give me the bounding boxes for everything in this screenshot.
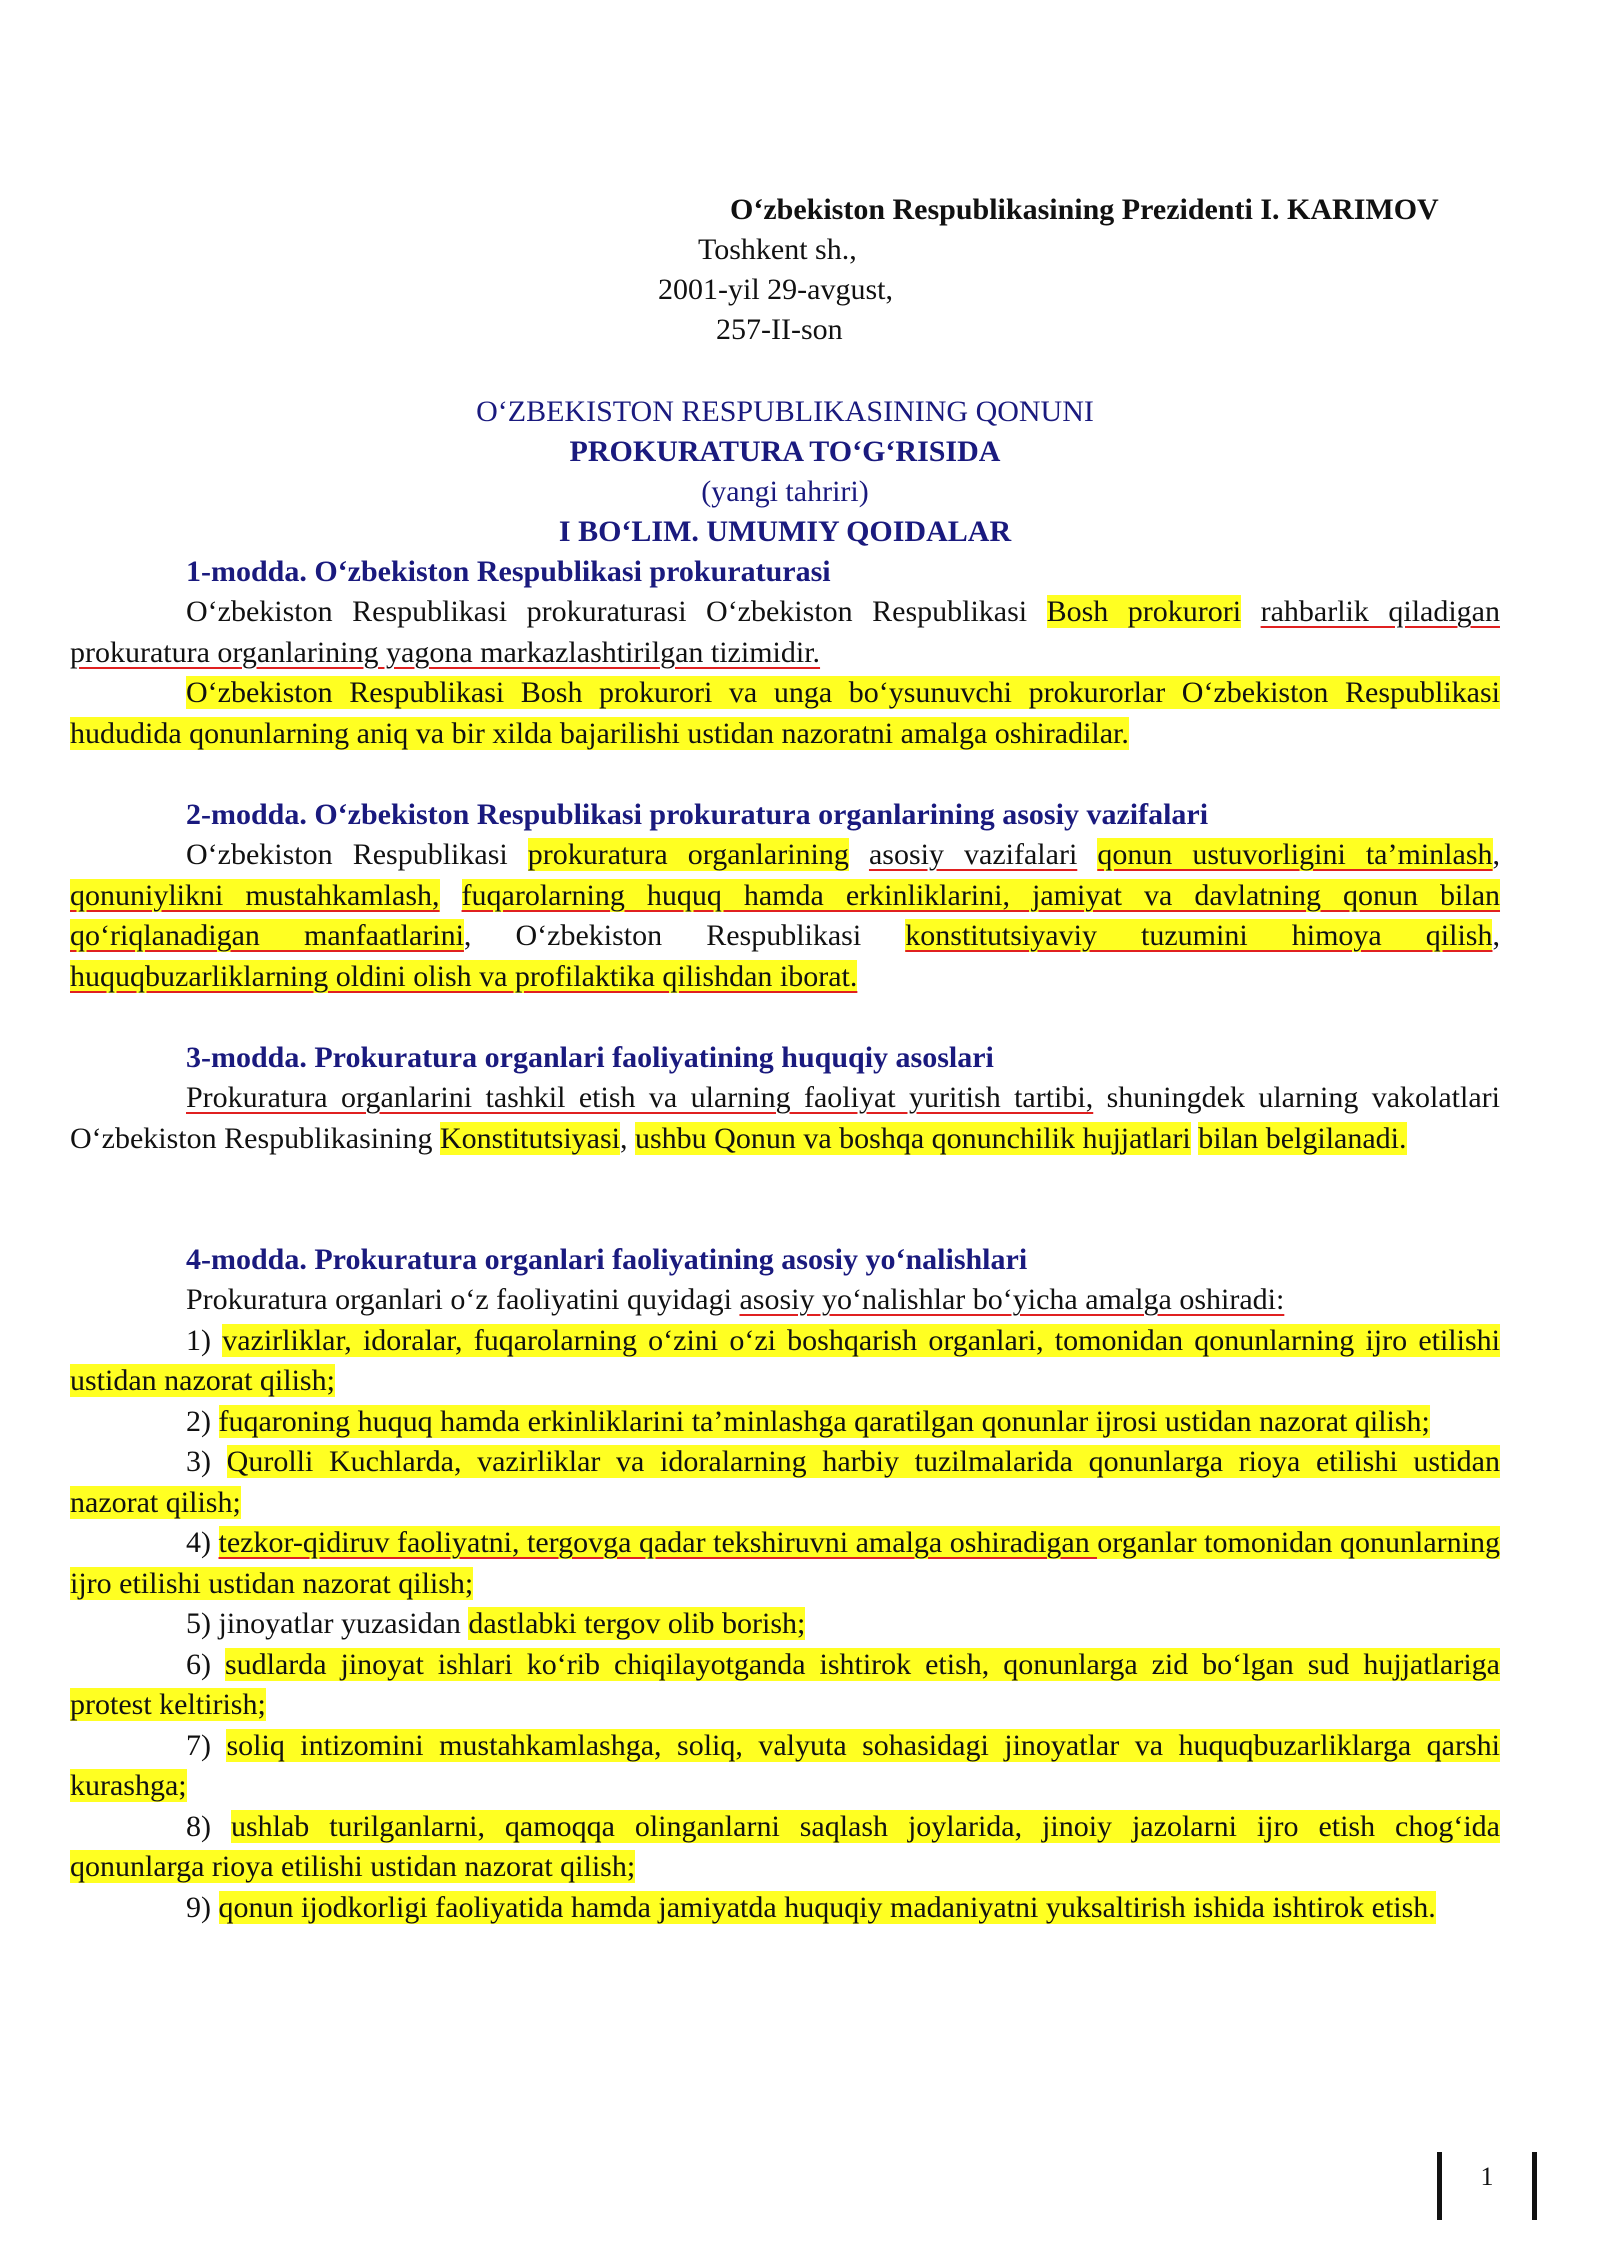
paragraph-text (440, 879, 462, 912)
article-paragraph (70, 1280, 1500, 1321)
issue-date: 2001-yil 29-avgust, (658, 273, 893, 306)
article-paragraph (70, 1402, 1500, 1443)
highlighted-text: qonuniylikni mustahkamlash, (70, 878, 440, 912)
highlighted-text: qonun ijodkorligi faoliyatida hamda jamiyatda huquqiy madaniyatni yuksaltirish ishida ishtirok etish. (218, 1890, 1436, 1924)
article-heading: 1-modda. O‘zbekiston Respublikasi prokuraturasi (186, 555, 831, 588)
highlighted-text: Qurolli Kuchlarda, vazirliklar va idoralarning harbiy tuzilmalarida qonunlarga rioya etilishi ustidan nazorat qilish; (70, 1445, 1500, 1519)
article-paragraph (70, 592, 1500, 673)
underlined-text: Prokuratura organlarini tashkil etish va ularning faoliyat yuritish tartibi, (186, 1081, 1094, 1114)
article-paragraph (70, 1523, 1500, 1604)
article-heading: 4-modda. Prokuratura organlari faoliyatining asosiy yo‘nalishlari (186, 1243, 1028, 1276)
paragraph-text: Prokuratura organlari o‘z faoliyatini quyidagi (186, 1283, 740, 1316)
paragraph-text: O‘zbekiston Respublikasi prokuraturasi O‘zbekiston Respublikasi (186, 595, 1047, 628)
highlighted-text: ushlab turilganlarni, qamoqqa olinganlarni saqlash joylarida, jinoiy jazolarni ijro etish chog‘ida qonunlarga rioya etilishi ustidan nazorat qilish; (70, 1809, 1501, 1883)
highlighted-text: huquqbuzarliklarning oldini olish va profilaktika qilishdan iborat. (70, 959, 858, 993)
paragraph-text: 6) (186, 1647, 225, 1681)
law-title: PROKURATURA TO‘G‘RISIDA (569, 435, 1001, 468)
paragraph-text: 8) (186, 1809, 231, 1843)
article-paragraph (70, 1888, 1500, 1929)
article-4 (70, 1240, 1500, 1928)
article-paragraph (70, 1645, 1500, 1726)
underlined-text: rahbarlik qiladigan prokuratura organlarining yagona markazlashtirilgan tizimidir. (70, 595, 1500, 669)
article-3 (70, 1038, 1500, 1159)
paragraph-text: , (1492, 919, 1500, 952)
highlighted-text: ushbu Qonun va boshqa qonunchilik hujjatlari (634, 1121, 1191, 1155)
edition-note: (yangi tahriri) (701, 475, 869, 508)
paragraph-text: 4) (186, 1526, 219, 1559)
page-number: 1 (1480, 2162, 1494, 2191)
paragraph-text: 7) (186, 1728, 227, 1762)
highlighted-text: konstitutsiyaviy tuzumini himoya qilish (905, 919, 1493, 952)
article-paragraph (70, 1078, 1500, 1159)
paragraph-text (1241, 595, 1260, 628)
underlined-text: asosiy yo‘nalishlar bo‘yicha amalga oshiradi: (739, 1283, 1285, 1316)
article-heading: 2-modda. O‘zbekiston Respublikasi prokuratura organlarining asosiy vazifalari (186, 798, 1209, 831)
article-paragraph (70, 835, 1500, 997)
paragraph-text: , O‘zbekiston Respublikasi (463, 919, 906, 952)
highlighted-text: Konstitutsiyasi (439, 1121, 620, 1155)
paragraph-text: shuningdek ularning vakolatlari O‘zbekiston Respublikasining (70, 1081, 1500, 1155)
underlined-text: asosiy vazifalari (868, 838, 1078, 871)
law-number: 257-II-son (716, 313, 843, 346)
president-signature-line: O‘zbekiston Respublikasining Prezidenti I. KARIMOV (730, 193, 1439, 226)
paragraph-text (1077, 838, 1097, 871)
paragraph-text: 2) (186, 1404, 219, 1438)
highlighted-text: qonun ustuvorligini ta’minlash (1097, 838, 1493, 871)
article-paragraph (70, 1442, 1500, 1523)
page-number-right-bar (1532, 2152, 1537, 2220)
page-number-box (1437, 2152, 1537, 2222)
article-paragraph (70, 1321, 1500, 1402)
paragraph-text: , (1492, 838, 1500, 871)
highlighted-text: bilan belgilanadi. (1198, 1121, 1407, 1155)
highlighted-text: fuqaroning huquq hamda erkinliklarini ta’minlashga qaratilgan qonunlar ijrosi ustidan nazorat qilish; (218, 1404, 1430, 1438)
section-heading: I BO‘LIM. UMUMIY QOIDALAR (558, 515, 1012, 548)
paragraph-text: 9) (186, 1890, 219, 1924)
highlighted-text: dastlabki tergov olib borish; (468, 1607, 806, 1640)
highlighted-text: Bosh prokurori (1046, 595, 1242, 628)
article-paragraph (70, 1807, 1500, 1888)
highlighted-text: prokuratura organlarining (527, 838, 849, 871)
highlighted-text: vazirliklar, idoralar, fuqarolarning o‘zini o‘zi boshqarish organlari, tomonidan qonunlarning ijro etilishi ustidan nazorat qilish; (70, 1323, 1500, 1397)
paragraph-text: 3) (186, 1445, 227, 1478)
article-2 (70, 795, 1500, 997)
highlighted-text: O‘zbekiston Respublikasi Bosh prokurori va unga bo‘ysunuvchi prokurorlar O‘zbekiston Respublikasi hududida qonunlarning aniq va bir xilda bajarilishi ustidan nazoratni amalga oshiradilar. (70, 676, 1500, 750)
highlighted-text: tezkor-qidiruv faoliyatni, tergovga qadar tekshiruvni amalga oshiradigan (218, 1526, 1098, 1559)
paragraph-text: , (619, 1121, 635, 1155)
issue-city: Toshkent sh., (698, 233, 857, 266)
highlighted-text: fuqarolarning huquq hamda erkinliklarini, jamiyat va davlatning qonun bilan qo‘riqlanadigan manfaatlarini (70, 878, 1501, 952)
article-1 (70, 552, 1500, 754)
paragraph-text: 1) (186, 1323, 223, 1357)
law-of-republic-heading: O‘ZBEKISTON RESPUBLIKASINING QONUNI (476, 395, 1094, 428)
paragraph-text (849, 838, 869, 871)
paragraph-text: O‘zbekiston Respublikasi (186, 838, 528, 871)
article-paragraph (70, 1604, 1500, 1645)
highlighted-text: sudlarda jinoyat ishlari ko‘rib chiqilayotganda ishtirok etish, qonunlarga zid bo‘lgan sud hujjatlariga protest keltirish; (70, 1647, 1500, 1721)
article-heading: 3-modda. Prokuratura organlari faoliyatining huquqiy asoslari (186, 1041, 994, 1074)
highlighted-text: organlar tomonidan qonunlarning ijro etilishi ustidan nazorat qilish; (70, 1526, 1500, 1600)
article-paragraph (70, 1726, 1500, 1807)
highlighted-text: soliq intizomini mustahkamlashga, soliq, valyuta sohasidagi jinoyatlar va huquqbuzarliklarga qarshi kurashga; (70, 1728, 1500, 1802)
article-paragraph (70, 673, 1500, 754)
paragraph-text: 5) jinoyatlar yuzasidan (186, 1607, 469, 1640)
